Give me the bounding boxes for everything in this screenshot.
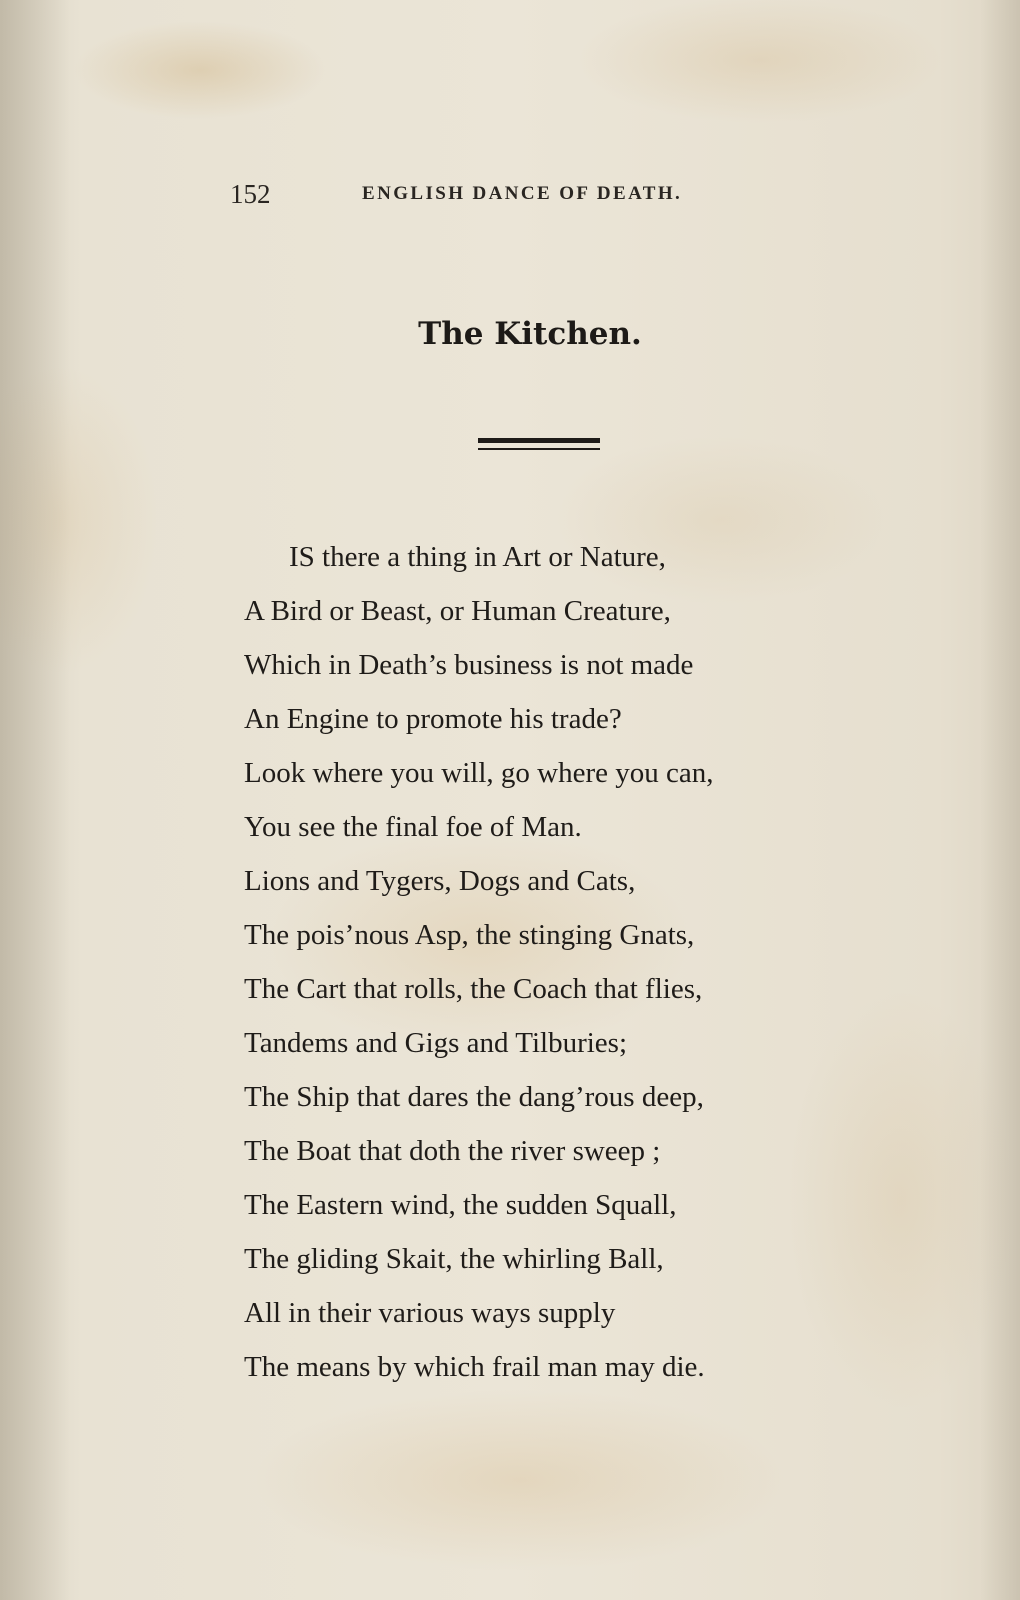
page-number: 152	[230, 179, 271, 209]
section-title: The Kitchen.	[418, 316, 642, 352]
poem-line: The gliding Skait, the whirling Ball,	[244, 1243, 664, 1275]
poem-line: The Ship that dares the dang’rous deep,	[244, 1081, 704, 1113]
poem-line: An Engine to promote his trade?	[244, 703, 622, 735]
running-title: ENGLISH DANCE OF DEATH.	[362, 183, 683, 204]
poem-line: Lions and Tygers, Dogs and Cats,	[244, 865, 636, 897]
edge-shadow	[980, 0, 1020, 1600]
running-head	[230, 176, 730, 212]
poem-line: A Bird or Beast, or Human Creature,	[244, 595, 671, 627]
gutter-shadow	[0, 0, 70, 1600]
poem-line: The Eastern wind, the sudden Squall,	[244, 1189, 677, 1221]
poem	[244, 530, 864, 1394]
title-rule-thick	[478, 438, 600, 443]
title-rule-thin	[478, 448, 600, 450]
poem-line: The Boat that doth the river sweep ;	[244, 1135, 661, 1167]
poem-line: Which in Death’s business is not made	[244, 649, 694, 681]
poem-line: The means by which frail man may die.	[244, 1351, 705, 1383]
poem-line: All in their various ways supply	[244, 1297, 616, 1329]
poem-line: The Cart that rolls, the Coach that flies,	[244, 973, 703, 1005]
poem-line: Tandems and Gigs and Tilburies;	[244, 1027, 628, 1059]
poem-line: IS there a thing in Art or Nature,	[289, 541, 666, 573]
poem-line: You see the final foe of Man.	[244, 811, 582, 843]
poem-line: The pois’nous Asp, the stinging Gnats,	[244, 919, 695, 951]
poem-line: Look where you will, go where you can,	[244, 757, 714, 789]
